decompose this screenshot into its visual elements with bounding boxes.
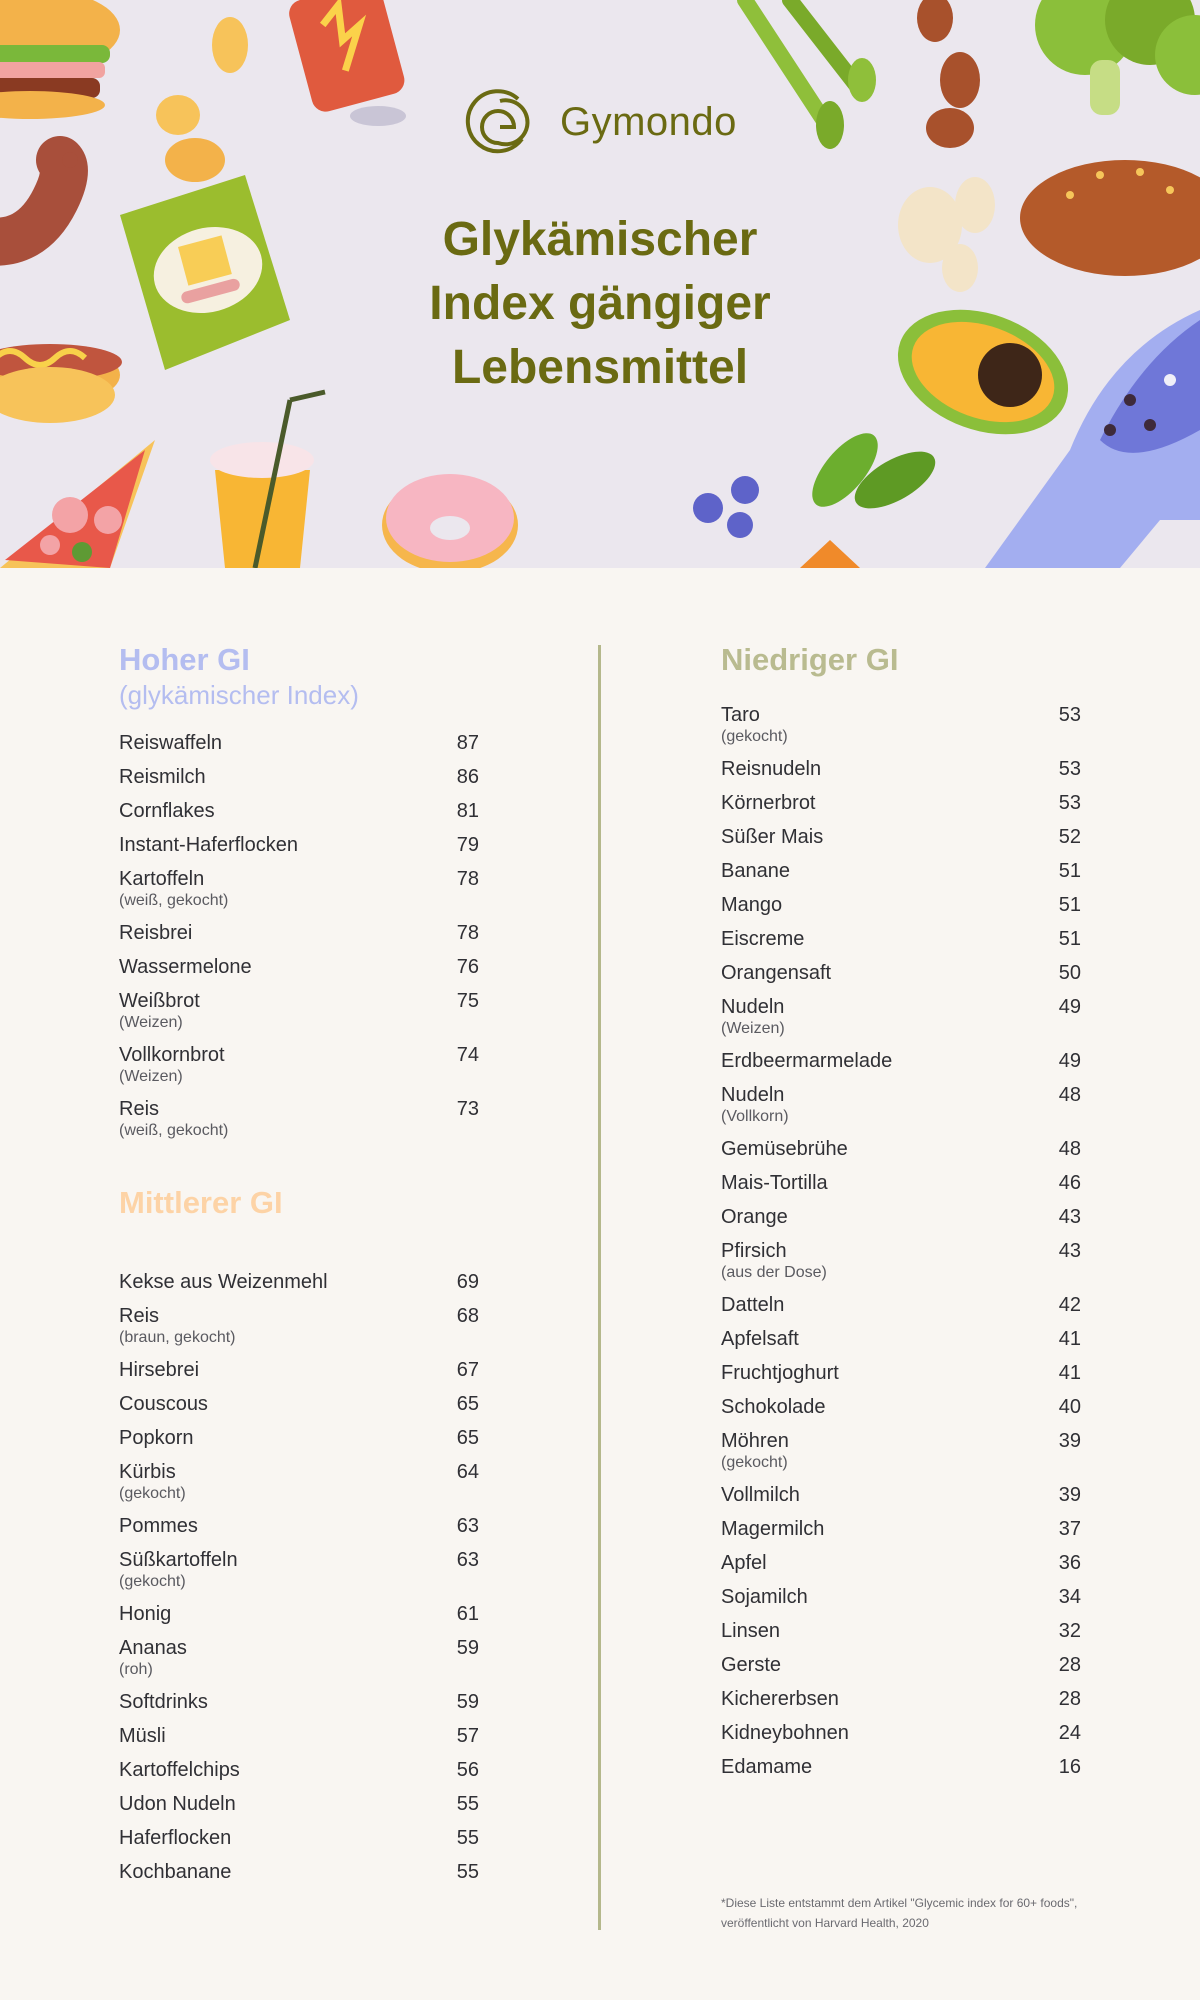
gi-value: 65 [456,1427,479,1449]
gi-value: 63 [456,1515,479,1537]
low-gi-list [721,704,1081,1779]
list-item [721,1430,1081,1473]
gi-value: 59 [456,1637,479,1659]
blueberries-illustration [693,476,759,538]
gi-value: 49 [1058,996,1081,1018]
food-name: Kürbis [119,1461,176,1483]
food-name: Weißbrot [119,990,200,1012]
food-name: Reiswaffeln [119,732,223,754]
gi-value: 49 [1058,1050,1081,1072]
medium-gi-list [119,1271,479,1884]
list-item [721,894,1081,917]
list-item [119,1861,479,1884]
page-title [350,208,850,400]
food-note: (gekocht) [721,728,788,745]
food-note: (weiß, gekocht) [119,1122,229,1139]
food-name: Süßkartoffeln [119,1549,238,1571]
list-item [721,792,1081,815]
food-name: Süßer Mais [721,826,824,848]
right-column [721,640,1081,1790]
list-item [119,1515,479,1538]
list-item [721,1138,1081,1161]
gi-value: 52 [1058,826,1081,848]
food-name: Schokolade [721,1396,826,1418]
gi-value: 76 [456,956,479,978]
title-line-2: Index gängiger [429,277,771,330]
gi-value: 24 [1058,1722,1081,1744]
food-note: (Weizen) [119,1014,183,1031]
list-item [119,868,479,911]
food-name: Pfirsich [721,1240,787,1262]
gi-value: 28 [1058,1654,1081,1676]
carrot-illustration [800,423,944,568]
list-item [119,1359,479,1382]
list-item [721,1362,1081,1385]
gi-value: 61 [456,1603,479,1625]
food-name: Nudeln [721,996,785,1018]
food-name: Mango [721,894,783,916]
food-name: Kidneybohnen [721,1722,849,1744]
gi-value: 79 [456,834,479,856]
list-item [721,1206,1081,1229]
gi-value: 34 [1058,1586,1081,1608]
header-banner [0,0,1200,568]
list-item [721,1518,1081,1541]
list-item [119,990,479,1033]
food-name: Honig [119,1603,172,1625]
gi-value: 86 [456,766,479,788]
gi-value: 73 [456,1098,479,1120]
food-name: Eiscreme [721,928,805,950]
food-name: Gerste [721,1654,782,1676]
food-name: Reisnudeln [721,758,822,780]
food-name: Kekse aus Weizenmehl [119,1271,328,1293]
food-name: Kochbanane [119,1861,232,1883]
gi-value: 55 [456,1861,479,1883]
food-note: (gekocht) [721,1454,788,1471]
food-name: Softdrinks [119,1691,208,1713]
asparagus-illustration [745,0,876,149]
almonds-illustration [917,0,980,148]
list-item [721,996,1081,1039]
food-name: Gemüsebrühe [721,1138,848,1160]
gi-value: 51 [1058,860,1081,882]
gi-value: 48 [1058,1138,1081,1160]
food-note: (Weizen) [721,1020,785,1037]
food-name: Kichererbsen [721,1688,839,1710]
gi-value: 36 [1058,1552,1081,1574]
gi-value: 53 [1058,758,1081,780]
high-gi-heading: Hoher GI [119,642,250,677]
gi-value: 57 [456,1725,479,1747]
food-name: Linsen [721,1620,780,1642]
list-item [119,1725,479,1748]
gymondo-logo-icon [460,81,542,163]
food-note: (braun, gekocht) [119,1329,236,1346]
brand-logo [460,82,737,162]
list-item [721,1084,1081,1127]
gi-value: 68 [456,1305,479,1327]
list-item [119,732,479,755]
gi-value: 39 [1058,1484,1081,1506]
food-name: Vollkornbrot [119,1044,225,1066]
list-item [721,1654,1081,1677]
food-name: Couscous [119,1393,208,1415]
donut-illustration [382,474,518,568]
food-name: Erdbeermarmelade [721,1050,893,1072]
food-note: (Weizen) [119,1068,183,1085]
high-gi-list [119,732,479,1141]
food-name: Mais-Tortilla [721,1172,828,1194]
food-name: Wassermelone [119,956,252,978]
food-name: Apfel [721,1552,767,1574]
food-name: Taro [721,704,760,726]
food-name: Datteln [721,1294,785,1316]
list-item [721,1552,1081,1575]
high-gi-section [119,640,479,1141]
avocado-illustration [880,287,1085,456]
mushrooms-illustration [898,177,995,292]
list-item [721,860,1081,883]
gi-value: 59 [456,1691,479,1713]
list-item [119,1759,479,1782]
gi-value: 53 [1058,792,1081,814]
gi-value: 78 [456,868,479,890]
list-item [721,962,1081,985]
footnote-line-2: veröffentlicht von Harvard Health, 2020 [721,1916,929,1930]
food-name: Apfelsaft [721,1328,799,1350]
list-item [119,956,479,979]
food-name: Kartoffeln [119,868,205,890]
list-item [119,1549,479,1592]
low-gi-heading: Niedriger GI [721,642,899,677]
list-item [721,1396,1081,1419]
gi-value: 40 [1058,1396,1081,1418]
source-footnote [721,1893,1141,1933]
pizza-slice-illustration [0,440,155,568]
left-column [119,640,479,1895]
food-name: Edamame [721,1756,813,1778]
brand-name: Gymondo [560,99,737,144]
gi-value: 69 [456,1271,479,1293]
title-line-1: Glykämischer [442,213,758,266]
gi-value: 67 [456,1359,479,1381]
list-item [721,1620,1081,1643]
food-name: Reisbrei [119,922,193,944]
food-name: Banane [721,860,790,882]
gi-value: 64 [456,1461,479,1483]
food-name: Magermilch [721,1518,825,1540]
list-item [119,1603,479,1626]
food-note: (weiß, gekocht) [119,892,229,909]
gi-value: 51 [1058,928,1081,950]
list-item [721,1240,1081,1283]
food-note: (gekocht) [119,1485,186,1502]
gi-value: 87 [456,732,479,754]
gi-value: 65 [456,1393,479,1415]
medium-gi-heading: Mittlerer GI [119,1185,283,1220]
chips-bag-illustration [120,17,290,370]
food-name: Popkorn [119,1427,194,1449]
food-name: Körnerbrot [721,792,816,814]
bread-loaf-illustration [1020,160,1200,276]
list-item [119,766,479,789]
food-name: Orange [721,1206,788,1228]
food-name: Pommes [119,1515,198,1537]
list-item [119,1793,479,1816]
hot-dog-illustration [0,344,122,423]
list-item [119,1098,479,1141]
list-item [119,1044,479,1087]
food-note: (roh) [119,1661,153,1678]
sausage-illustration [0,152,78,242]
gi-value: 16 [1058,1756,1081,1778]
gi-value: 48 [1058,1084,1081,1106]
list-item [119,800,479,823]
list-item [721,1050,1081,1073]
gi-value: 43 [1058,1206,1081,1228]
list-item [119,1305,479,1348]
list-item [119,1461,479,1504]
broccoli-illustration [1035,0,1200,115]
food-name: Haferflocken [119,1827,232,1849]
food-name: Reis [119,1098,160,1120]
gi-value: 51 [1058,894,1081,916]
food-name: Orangensaft [721,962,832,984]
gi-value: 55 [456,1827,479,1849]
gi-value: 32 [1058,1620,1081,1642]
list-item [119,1427,479,1450]
food-name: Reismilch [119,766,206,788]
gi-value: 50 [1058,962,1081,984]
gi-value: 53 [1058,704,1081,726]
soda-can-illustration [286,0,408,126]
list-item [119,1393,479,1416]
food-note: (Vollkorn) [721,1108,789,1125]
list-item [721,758,1081,781]
column-divider [598,645,601,1930]
gi-value: 55 [456,1793,479,1815]
gi-value: 42 [1058,1294,1081,1316]
list-item [721,1328,1081,1351]
gi-value: 39 [1058,1430,1081,1452]
list-item [119,922,479,945]
list-item [119,1827,479,1850]
list-item [119,1271,479,1294]
food-name: Müsli [119,1725,166,1747]
low-gi-section [721,640,1081,1779]
gi-value: 41 [1058,1362,1081,1384]
high-gi-subheading: (glykämischer Index) [119,680,359,710]
gi-value: 63 [456,1549,479,1571]
food-note: (gekocht) [119,1573,186,1590]
gi-value: 81 [456,800,479,822]
gi-value: 74 [456,1044,479,1066]
gi-value: 75 [456,990,479,1012]
food-name: Möhren [721,1430,789,1452]
list-item [721,826,1081,849]
list-item [721,1484,1081,1507]
food-note: (aus der Dose) [721,1264,827,1281]
gi-value: 28 [1058,1688,1081,1710]
medium-gi-section [119,1183,479,1884]
list-item [119,834,479,857]
list-item [721,1172,1081,1195]
food-name: Kartoffelchips [119,1759,240,1781]
food-name: Reis [119,1305,160,1327]
list-item [721,1688,1081,1711]
list-item [721,1722,1081,1745]
list-item [119,1637,479,1680]
burger-illustration [0,0,120,119]
title-line-3: Lebensmittel [451,341,749,394]
gi-value: 46 [1058,1172,1081,1194]
gi-value: 37 [1058,1518,1081,1540]
gi-value: 78 [456,922,479,944]
food-name: Cornflakes [119,800,215,822]
food-name: Fruchtjoghurt [721,1362,839,1384]
footnote-line-1: *Diese Liste entstammt dem Artikel "Glycemic index for 60+ foods", [721,1896,1078,1910]
food-name: Vollmilch [721,1484,800,1506]
gi-value: 56 [456,1759,479,1781]
list-item [119,1691,479,1714]
food-name: Hirsebrei [119,1359,200,1381]
food-name: Ananas [119,1637,187,1659]
list-item [721,928,1081,951]
juice-cup-illustration [210,392,325,568]
food-name: Udon Nudeln [119,1793,236,1815]
food-name: Sojamilch [721,1586,808,1608]
list-item [721,1586,1081,1609]
list-item [721,1756,1081,1779]
gi-value: 41 [1058,1328,1081,1350]
list-item [721,704,1081,747]
gi-value: 43 [1058,1240,1081,1262]
food-name: Instant-Haferflocken [119,834,298,856]
food-name: Nudeln [721,1084,785,1106]
list-item [721,1294,1081,1317]
